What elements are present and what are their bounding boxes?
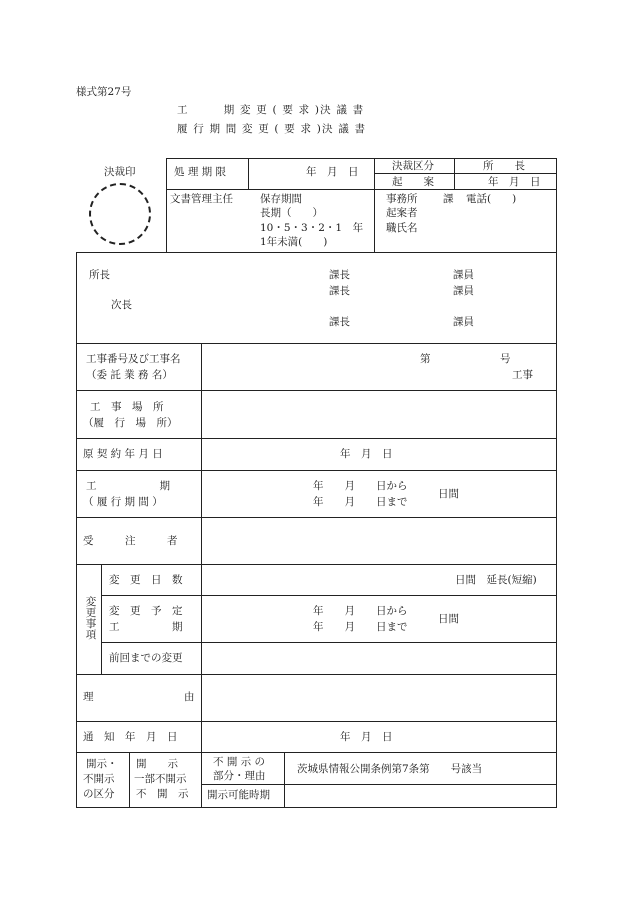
- notice-date-label: 通 知 年 月 日: [83, 731, 178, 743]
- prior-changes-label: 前回までの変更: [109, 652, 183, 664]
- rule: [76, 564, 557, 565]
- change-days-label: 変 更 日 数: [109, 574, 183, 586]
- approval-section-chief-3: 課長: [329, 316, 350, 328]
- rule: [374, 173, 557, 174]
- director-label: 所 長: [483, 160, 525, 172]
- approval-staff-1: 課員: [453, 269, 474, 281]
- form-title-2: 履 行 期 間 変 更 ( 要 求 )決 議 書: [177, 123, 367, 135]
- rule: [129, 752, 130, 807]
- rule: [76, 438, 557, 439]
- rule: [454, 158, 455, 189]
- section-label: 課: [443, 193, 454, 205]
- rule: [201, 784, 557, 785]
- rule: [76, 470, 557, 471]
- deadline-date: 年 月 日: [306, 166, 359, 178]
- rule: [76, 252, 77, 808]
- contract-date-label: 原 契 約 年 月 日: [83, 448, 163, 460]
- approval-staff-2: 課員: [453, 285, 474, 297]
- rule: [248, 158, 249, 189]
- decision-category-label: 決裁区分: [392, 160, 434, 172]
- work-suffix: 工事: [512, 369, 533, 381]
- form-number: 様式第27号: [76, 86, 132, 98]
- period-days: 日間: [438, 488, 459, 500]
- processing-deadline-label: 処 理 期 限: [174, 166, 227, 178]
- decision-seal-label: 決裁印: [104, 166, 136, 178]
- work-number-label-2: （委 託 業 務 名）: [86, 369, 173, 381]
- rule: [76, 674, 557, 675]
- nondisclosure-reason-1: 不 開 示 の: [213, 756, 266, 768]
- retention-long: 長期（ ）: [260, 207, 323, 219]
- notice-date-value: 年 月 日: [340, 731, 393, 743]
- approval-staff-3: 課員: [453, 316, 474, 328]
- rule: [374, 158, 375, 252]
- change-to: 年 月 日まで: [313, 621, 408, 633]
- drafter-label: 起案者: [386, 207, 418, 219]
- reason-label-left: 理: [83, 691, 94, 703]
- change-plan-label-1: 変 更 予 定: [109, 605, 183, 617]
- change-items-label: 変更事項: [85, 596, 97, 641]
- work-no-suffix: 号: [500, 353, 511, 365]
- approval-section-chief-1: 課長: [329, 269, 350, 281]
- form-title-1: 工 期 変 更 ( 要 求 )決 議 書: [177, 104, 365, 116]
- change-from: 年 月 日から: [313, 605, 408, 617]
- change-plan-label-2: 工 期: [109, 621, 183, 633]
- approval-director: 所長: [89, 269, 110, 281]
- contractor-label: 受 注 者: [83, 535, 178, 547]
- period-to: 年 月 日まで: [313, 496, 408, 508]
- disclosure-cat-3: の区分: [83, 788, 115, 800]
- approval-section-chief-2: 課長: [329, 285, 350, 297]
- title-name-label: 職氏名: [386, 222, 418, 234]
- disclosure-cat-2: 不開示: [83, 773, 115, 785]
- rule: [76, 752, 557, 753]
- reason-label-right: 由: [184, 691, 195, 703]
- option-disclose: 開 示: [136, 758, 178, 770]
- rule: [166, 158, 557, 159]
- office-label: 事務所: [386, 193, 418, 205]
- rule: [284, 752, 285, 807]
- phone-label: 電話( ): [466, 193, 517, 205]
- nondisclosure-reason-2: 部分・理由: [213, 770, 266, 782]
- period-label-2: （ 履 行 期 間 ）: [83, 496, 163, 508]
- rule: [201, 343, 202, 752]
- rule: [76, 517, 557, 518]
- disclosure-time-label: 開示可能時期: [207, 789, 270, 801]
- rule: [76, 807, 557, 808]
- rule: [76, 390, 557, 391]
- rule: [76, 343, 557, 344]
- option-nondisclose: 不 開 示: [136, 788, 189, 800]
- change-days: 日間: [438, 613, 459, 625]
- drafting-date: 年 月 日: [488, 176, 541, 188]
- approval-deputy: 次長: [111, 299, 132, 311]
- period-label-1: 工 期: [86, 480, 170, 492]
- rule: [166, 158, 167, 252]
- work-no-prefix: 第: [420, 353, 431, 365]
- rule: [556, 158, 557, 808]
- rule: [101, 595, 557, 596]
- rule: [76, 252, 557, 253]
- rule: [101, 642, 557, 643]
- rule: [76, 721, 557, 722]
- period-from: 年 月 日から: [313, 480, 408, 492]
- option-partial: 一部不開示: [134, 773, 187, 785]
- site-label-1: 工 事 場 所: [90, 401, 164, 413]
- retention-period-label: 保存期間: [260, 193, 302, 205]
- contract-date-value: 年 月 日: [340, 448, 393, 460]
- retention-short: 1年未満( ): [260, 236, 328, 248]
- work-number-label-1: 工事番号及び工事名: [86, 353, 181, 365]
- rule: [201, 752, 202, 807]
- drafting-label: 起 案: [392, 176, 434, 188]
- retention-years: 10・5・3・2・1 年: [260, 222, 364, 234]
- disclosure-cat-1: 開示・: [86, 758, 118, 770]
- site-label-2: （履 行 場 所）: [83, 417, 178, 429]
- seal-stamp-circle: [89, 183, 151, 245]
- days-extension: 日間 延長(短縮): [455, 574, 537, 586]
- doc-manager-label: 文書管理主任: [170, 193, 233, 205]
- rule: [101, 564, 102, 674]
- rule: [166, 189, 557, 190]
- ordinance-text: 茨城県情報公開条例第7条第 号該当: [297, 763, 483, 775]
